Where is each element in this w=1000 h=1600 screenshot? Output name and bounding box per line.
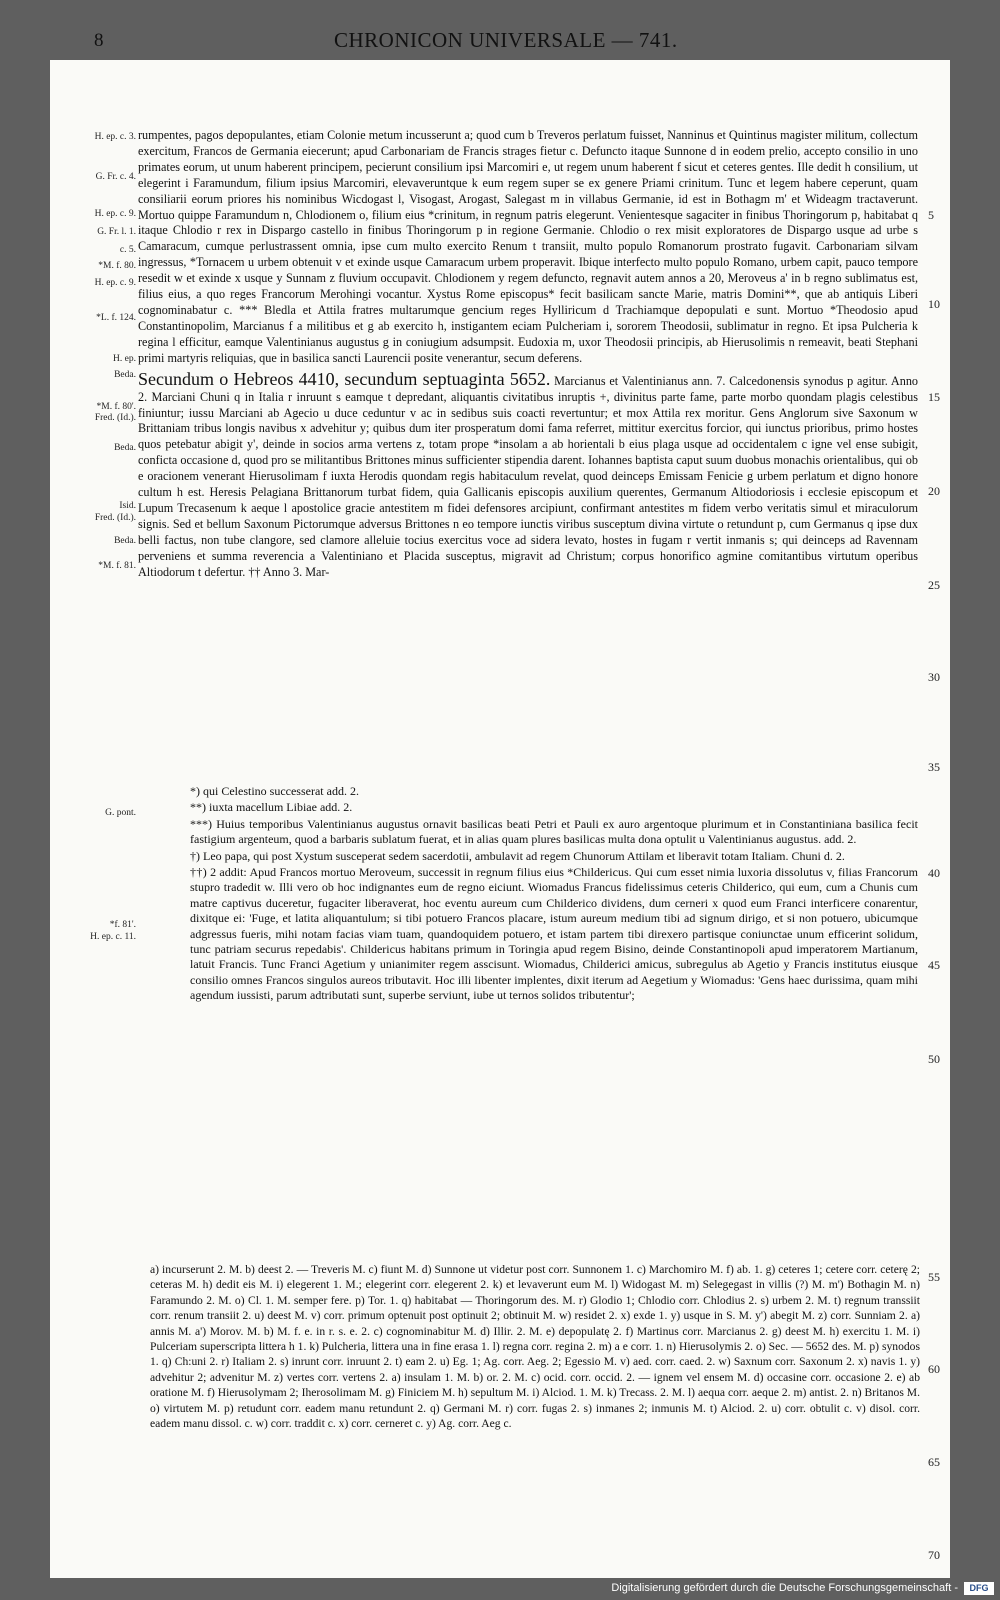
- margin-ref: *M. f. 81.: [98, 561, 136, 571]
- line-number: 50: [928, 1052, 940, 1066]
- margin-ref: Isid.: [119, 501, 136, 511]
- footnote-text: Leo papa, qui post Xystum susceperat sedem sacerdotii, ambulavit ad regem Chunorum Attilam et liberavit totam Italiam. Chuni d. 2.: [203, 848, 845, 863]
- line-number: 35: [928, 760, 940, 774]
- margin-ref: G. Fr. l. 1.: [97, 227, 136, 237]
- margin-ref: *M. f. 80'.: [96, 402, 136, 412]
- margin-ref: H. ep. c. 3.: [94, 132, 136, 142]
- line-number: 65: [928, 1455, 940, 1469]
- footnote-mark: **): [190, 800, 206, 815]
- line-number: 20: [928, 484, 940, 498]
- margin-ref: *M. f. 80.: [98, 261, 136, 271]
- critical-apparatus: a) incurserunt 2. M. b) deest 2. — Treveris M. c) fiunt M. d) Sunnone ut videtur post corr. Sunnonem 1. c) Marchomiro M. f) ab. 1. g) ceteres 1; cetere corr. ceterę 2; ceteras M. h) dedit eis M. i) elegerent 1. M.; elegerint corr. elegerent 2. k) et levaverunt eum M. l) Widogast M. m) Selegegast in villis (?) M. m') Bothagin M. n) Faramundo 2. M. o) Cl. 1. M. semper fere. p) Tor. 1. q) habitabat — Thoringorum des. M. r) Glodio 1; Chlodio corr. Chlodius 2. s) urbem 2. M. t) regnum transsiit corr. renum transiit 2. u) deest M. v) corr. primum optenuit post optinuit 2; obtinuit M. w) residet 2. x) exde 1. y) usque in S. M. y') abegit M. z) corr. Sunniam 2. a) annis M. a') Morov. M. b) M. f. e. in r. s. e. 2. c) cognominabitur M. d) Illir. 2. M. e) depopulatę 2. f) Martinus corr. Marcianus 2. g) deest M. h) exercitu 1. M. i) Pulceriam superscripta littera h 1. k) Pulcheria, littera una in fine erasa 1. l) regna corr. regina 2. m) a e corr. 1. n) Hierusolymis 2. o) Sec. — 5652 des. M. p) synodos 1. q) Ch:uni 2. r) Italiam 2. s) inrunt corr. inruunt 2. t) eam 2. u) Eg. 1; Ag. corr. Aeg. 2; Egessio M. v) aed. corr. caed. 2. w) Saxnum corr. Saxonum 2. x) navis 1. y) advehitur 2; advenitur M. z) vertes corr. vertens 2. a) insulam 1. M. b) or. 2. M. c) ocid. corr. occid. 2. — ignem vel ensem M. d) occasine corr. occasione 2. e) ab oratione M. f) Hierusolymam 2; Iherosolimam M. g) Finiciem M. h) sepultum M. i) Alciod. 1. M. k) Trecass. 2. M. l) aequa corr. aeque 2. m) antist. 2. n) Britanos M. o) virtutem M. p) retudunt corr. eadem manu retundunt 2. q) Germani M. r) corr. fugas 2. s) inmanes 2; inmunis M. t) Alciod. 2. u) corr. obtulit c. v) disol. corr. eadem manu dissol. c. w) corr. traddit c. x) corr. cerneret c. y) Ag. corr. Aeg c.: [150, 1263, 920, 1431]
- page-number: 8: [94, 30, 104, 51]
- margin-ref: G. Fr. c. 4.: [95, 172, 136, 182]
- footnote: [190, 849, 918, 864]
- funding-notice: Digitalisierung gefördert durch die Deutsche Forschungsgemeinschaft -: [611, 1582, 958, 1594]
- footnote-text: Huius temporibus Valentinianus augustus ornavit basilicas beati Petri et Pauli ex auro argentoque plurimum et in Constantiniana basilica fecit fastigium argenteum, quod a barbaris sublatum fuerat, et in alias quam plures basilicas multa dona optulit u Valentinianus augustus. add. 2.: [190, 816, 918, 847]
- margin-ref: Beda.: [114, 370, 136, 380]
- footnotes: [190, 784, 918, 1005]
- footnote: [190, 817, 918, 848]
- footnote-text: 2 addit: Apud Francos mortuo Meroveum, successit in regnum filius eius *Childericus. Qui cum esset nimia luxoria dissolutus v, filias Francorum stupro tradedit w. Illi vero ob hoc indignantes eum de regno eiciunt. Wiomadus Francus fidelissimus ceteris Childerico, qui eum, cum a Chunis cum matre captivus duceretur, fugaciter liberaverat, hoc eventu aureum cum Childerico dividens, dum cerneri x quod eum Franci interficere conarentur, dixitque ei: 'Fuge, et latita aliquantulum; si tibi potuero Francos placare, istum aureum medium tibi ad signum dirigo, et si non potuero, ubicumque adgressus fueris, mihi notam facias viam tuam, quandoquidem potuero, et istam partem tibi direxero partisque coniunctae unum efficerint solidum, tunc patriam securus repedabis'. Childericus habitans primum in Toringia apud regem Bisino, deinde Constantinopoli apud imperatorem Martianum, latuit Francis. Tunc Franci Agetium y unianimiter regem asscisunt. Wiomadus, Childerici amicus, subregulus ab Agetio y Francis institutus eiusque consilio omnes Francos singulos aureos tributavit. Hoc illi libenter implentes, dixit iterum ad Aegetium y Wiomadus: 'Gens haec durissima, quam mihi agendum iussisti, parum adtributati sunt, superbe serviunt, iube ut ternos solidos tributentur';: [190, 865, 919, 1003]
- main-paragraph-2: [138, 368, 918, 581]
- footnote-mark: ††): [190, 865, 207, 880]
- footnote-mark: ***): [190, 816, 212, 831]
- margin-ref: G. pont.: [105, 808, 136, 818]
- footnote: [190, 784, 918, 799]
- footnote-text: qui Celestino successerat add. 2.: [203, 784, 359, 798]
- line-number: 55: [928, 1270, 940, 1284]
- page-header: [50, 60, 950, 110]
- line-number: 5: [928, 208, 934, 222]
- main-paragraph: rumpentes, pagos depopulantes, etiam Colonie metum incusserunt a; quod cum b Treveros perlatum fuisset, Nanninus et Quintinus magister militum, collectum exercitum, Francos de Germania eiecerunt; apud Carbonariam de Francis strages fietur c. Defuncto itaque Sunnone d in eodem prelio, accepto consilio in uno primates eorum, ut unum haberent principem, pecierunt consilium ipsi Marcomiri e, ut regem unum haberent f sicut et ceteres gentes. Ille dedit h consilium, ut elegerint i Faramundum, filium ipsius Marcomiri, elevaveruntque k eum regem super se ex genere Priami crinitum. Tunc et legem habere ceperunt, quam consiliarii eorum priores his nominibus Wicdogast l, Visogast, Arogast, Salegast m in villabus Germanie, id est in Bothagm m' et Wideagm tractaverunt. Mortuo quippe Faramundum n, Chlodionem o, filium eius *crinitum, in regnum patris elegerunt. Venientesque sagaciter in finibus Thoringorum p, habitabat q itaque Chlodio r rex in Dispargo castello in finibus Thoringorum p in regione Germanie. Chlodio o rex misit exploratores de Dispargo usque ad urbe s Camaracum, cumque perlustrassent omnia, ipse cum multo exercito Renum t transiit, multo populo Romanorum prostrato fugavit. Carbonariam silvam ingressus, *Tornacem u urbem obtenuit v et exinde usque Camaracum urbem properavit. Ibique interfecto multo populo Romano, urbem capit, pauco tempore resedit w et exinde x usque y Sunnam z fluvium occupavit. Chlodionem y regem defuncto, regnavit autem annos a 20, Meroveus a' in b regno sublimatus est, filius eius, a quo reges Francorum Merohingi vocantur. Xystus Rome episcopus* fecit basilicam sancte Marie, matris Domini**, que ab antiquis Liberi cognominabatur c. *** Bledla et Attila fratres multarumque gencium reges Hylliricum d Trachiamque depopulati e sunt. Mortuo *Theodosio apud Constantinopolim, Marcianus f a militibus et g ab exercito h, instigantem eciam Pulcheriam i, sororem Theodosii, sublimatur in regno. Et ipsa Pulcheria k regina l efficitur, eamque Valentinianus augustus g in coniugium adsumpsit. Eudoxia m, uxor Theodosii principis, ab Hierusolimis n remeavit, beati Stephani primi martyris reliquias, que in basilica sancti Laurencii posite venerantur, secum deferens.: [138, 128, 918, 365]
- line-number: 60: [928, 1362, 940, 1376]
- dfg-logo: DFG: [964, 1582, 994, 1595]
- margin-ref: Fred. (Id.).: [94, 513, 136, 523]
- footnote-mark: †): [190, 848, 200, 863]
- footnote: [190, 865, 918, 1004]
- margin-ref: Beda.: [114, 536, 136, 546]
- footer-bar: [0, 1578, 1000, 1600]
- footnote: [190, 800, 918, 815]
- main-paragraph-body: Marcianus et Valentinianus ann. 7. Calcedonensis synodus p agitur. Anno 2. Marciani Chuni q in Italia r inruunt s eamque t depredant, aliquantis civitatibus inruptis +, divinitus parte fame, parte morbo quondam plagis celestibus finiuntur; iussu Marciani ab Agecio u duce ceduntur v ac in sedibus suis coacti revertuntur; et mox Attila rex moritur. Gens Anglorum sive Saxonum w Brittaniam tribus longis navibus x advehitur y; quibus dum iter prosperatum domi fama referret, mittitur exercitus forcior, qui iunctus prioribus, primo hostes quos petebatur abigit y', deinde in socios arma vertens z, totam prope *insolam a ab horientali b eius plaga usque ad occidentalem c igne vel ense subigit, conficta occasione d, quod pro se militantibus Brittones minus sufficienter stipendia darent. Iohannes baptista caput suum duobus monachis orientalibus, qui ob e oracionem venerant Hierusolimam f iuxta Herodis quondam regis habitaculum revelat, quod deinceps Emissam Fenicie g urbem perlatum et digno honore cultum h est. Heresis Pelagiana Brittanorum turbat fidem, quia Gallicanis episcopis auxilium querentes, Germanum Altiodoriosis i ecclesie episcopum et Lupum Trecasenum k aeque l apostolice gracie antestitem m fidei defensores arcipiunt, confirmant antestites m fidem verbo veritatis simul et miraculorum signis. Sed et bellum Saxonum Pictorumque adversus Brittones n eo tempore iunctis viribus susceptum divina virtute o retundunt p, cum Germanus q ipse dux belli factus, non tube clangore, sed clamore alleluie tocius exercitus voce ad sidera levato, hostes in fugam r vertit inmanis s; qui deinceps ad Ravennam perveniens et summa reverencia a Valentiniano et Placida susceptus, migravit ad Christum; corpus honorifico agmine comitantibus virtutum operibus Altiodorum t defertur. †† Anno 3. Mar-: [138, 373, 919, 579]
- margin-ref: Fred. (Id.).: [94, 413, 136, 423]
- margin-ref: H. ep. c. 11.: [90, 932, 136, 942]
- margin-ref: H. ep.: [113, 354, 136, 364]
- margin-ref: *f. 81'.: [109, 920, 136, 930]
- main-text: [138, 128, 918, 581]
- line-number: 70: [928, 1548, 940, 1562]
- line-number: 25: [928, 578, 940, 592]
- line-number: 40: [928, 866, 940, 880]
- margin-ref: *L. f. 124.: [96, 313, 136, 323]
- line-number: 30: [928, 670, 940, 684]
- margin-ref: Beda.: [114, 443, 136, 453]
- line-number: 10: [928, 297, 940, 311]
- line-number: 45: [928, 958, 940, 972]
- line-number: 15: [928, 390, 940, 404]
- era-heading: Secundum o Hebreos 4410, secundum septuaginta 5652.: [138, 368, 551, 389]
- footnote-text: iuxta macellum Libiae add. 2.: [209, 800, 353, 815]
- footnote-mark: *): [190, 784, 200, 798]
- running-head: CHRONICON UNIVERSALE — 741.: [334, 28, 678, 52]
- margin-ref: c. 5.: [119, 245, 136, 255]
- margin-ref: H. ep. c. 9.: [94, 278, 136, 288]
- margin-ref: H. ep. c. 9.: [94, 209, 136, 219]
